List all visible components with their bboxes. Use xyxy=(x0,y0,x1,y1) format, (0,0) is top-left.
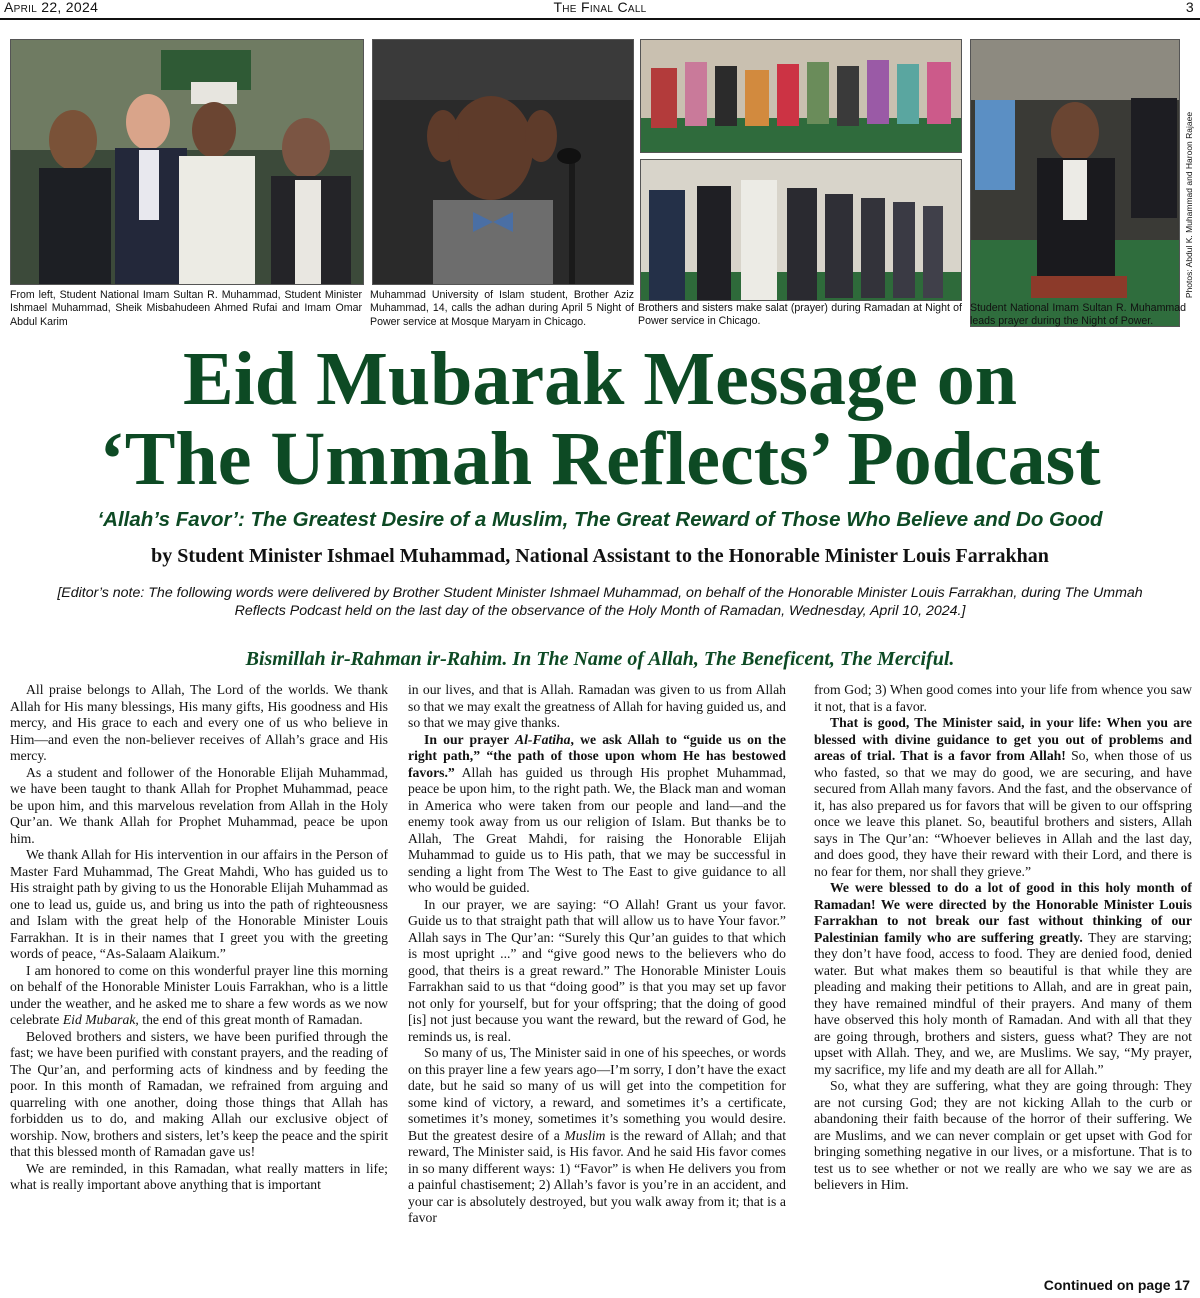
paragraph-bold-text: In our prayer xyxy=(424,731,515,747)
subheadline: ‘Allah’s Favor’: The Greatest Desire of a Muslim, The Great Reward of Those Who Believe and Do Good xyxy=(97,508,1103,531)
photo-caption-1: From left, Student National Imam Sultan R. Muhammad, Student Minister Ishmael Muhammad, Sheik Misbahudeen Ahmed Rufai and Imam Omar Abdul Karim xyxy=(10,289,362,328)
paragraph-italic: Muslim xyxy=(564,1127,606,1143)
paragraph-bold: That is good, The Minister said, in your life: When you are blessed with divine guidance to get you out of problems and areas of trial. That is a favor from Allah! xyxy=(814,715,1192,763)
headline-line-2: ‘The Ummah Reflects’ Podcast xyxy=(99,417,1101,501)
paragraph: All praise belongs to Allah, The Lord of the worlds. We thank Allah for His many blessings, His many gifts, His goodness and His mercy, and His grace to each and every one of us who believe in Him—and even the non-believer receives of Allah’s grace and His mercy. xyxy=(10,682,388,763)
paragraph: In our prayer, we are saying: “O Allah! Grant us your favor. Guide us to that straight path that will allow us to have Your favor.” Allah says in The Qur’an: “Surely this Qur’an guides to that which is most upright ...” and “give good news to the believers who do good, that theirs is a great reward.” The Honorable Minister Louis Farrakhan said to us that “doing good” is that you may set up favor not only for yourself, but for your offspring; that the doing of good [is] not just because you want the reward, but the reward of God, he reminds us, is real. xyxy=(408,896,786,1044)
paragraph: from God; 3) When good comes into your life from whence you saw it not, that is a favor. xyxy=(814,682,1192,714)
paragraph-bold-italic: Al-Fatiha xyxy=(514,731,571,747)
paragraph: in our lives, and that is Allah. Ramadan was given to us from Allah so that we may exalt the greatness of Allah for having guided us, and so that we may give thanks. xyxy=(408,682,786,730)
article-column-2 xyxy=(408,682,786,1294)
paragraph-text: is the reward of Allah; and that reward, The Minister said, is His favor. And he said His favor comes in so many different ways: 1) “Favor” is when He delivers you from a painful chastisement; 2) Allah’s favor is you’re in an accident, and your car is absolutely destroyed, but you walk away from it; that is a favor xyxy=(408,1127,786,1225)
paragraph-text: They are starving; they don’t have food, access to food. They are denied food, denied water. But what makes them so beautiful is that while they are pleading and making their petitions to Allah, and are in great pain, they have remained mindful of their prayers. And many of them have observed this holy month of Ramadan. And with all that they are going through, brothers and sisters, guess what? They are not upset with Allah. They, and we, are Muslims. We say, “My prayer, my sacrifice, my life and my death are all for Allah.” xyxy=(814,929,1192,1077)
paragraph: As a student and follower of the Honorable Elijah Muhammad, we have been taught to thank Allah for Prophet Muhammad, peace be upon him, and this marvelous revelation from Allah in the Holy Qur’an. We thank Allah for Prophet Muhammad, peace be upon him. xyxy=(10,764,388,846)
paragraph: We thank Allah for His intervention in our affairs in the Person of Master Fard Muhammad, The Great Mahdi, Who has guided us to His straight path by giving to us the Honorable Elijah Muhammad as one to lead us, guide us, and bring us into the path of righteousness and Islam with the great help of the Honorable Minister Louis Farrakhan. It is in their names that I greet you with the greeting words of peace, “As-Salaam Alaikum.” xyxy=(10,847,388,961)
paragraph-bold-text: , we ask Allah to “guide us on the right path,” “the path of those upon whom He has bestowed favors.” xyxy=(408,731,786,780)
issue-date: April 22, 2024 xyxy=(4,0,99,15)
page-number: 3 xyxy=(1185,0,1194,15)
photo-credit-text: Photos: Abdul K. Muhammad and Haroon Rajaee xyxy=(1184,111,1194,299)
paragraph: So, what they are suffering, what they are going through: They are not cursing God; they are not kicking Allah to the curb or abandoning their faith because of the horror of their suffering. We are Muslims, and we can never complain or get upset with God for bringing something negative in our lives, or a misfortune. That is to test us to see whether or not we really are who we say we are as believers in Him. xyxy=(814,1078,1192,1192)
paragraph: We are reminded, in this Ramadan, what really matters in life; what is really important above anything that is important xyxy=(10,1160,388,1192)
photo-caption-4: Student National Imam Sultan R. Muhammad leads prayer during the Night of Power. xyxy=(970,302,1186,328)
headline-line-1: Eid Mubarak Message on xyxy=(183,337,1017,421)
paragraph xyxy=(408,732,786,897)
editor-note: [Editor’s note: The following words were delivered by Brother Student Minister Ishmael Muhammad, on behalf of the Honorable Minister Louis Farrakhan, during The Ummah Reflects Podcast held on the last day of the observance of the Holy Month of Ramadan, Wednesday, April 10, 2024.] xyxy=(57,585,1143,619)
newspaper-name: The Final Call xyxy=(553,0,647,15)
photo-four-men xyxy=(10,39,364,285)
page-header xyxy=(0,0,1200,20)
photo-caption-2: Muhammad University of Islam student, Brother Aziz Muhammad, 14, calls the adhan during April 5 Night of Power service at Mosque Maryam in Chicago. xyxy=(370,289,634,328)
paragraph xyxy=(814,880,1192,1078)
continued-on-link[interactable]: Continued on page 17 xyxy=(1043,1277,1190,1293)
paragraph-text: So many of us, The Minister said in one of his speeches, or words on this prayer line a few years ago—I’m sorry, I don’t have the exact date, but he said so many of us will get into the competition for some kind of victory, a reward, and sometimes it’s a certificate, sometimes it’s money, sometimes it’s something you would desire. But the greatest desire of a xyxy=(408,1045,786,1143)
photo-caption-3: Brothers and sisters make salat (prayer) during Ramadan at Night of Power service in Chicago. xyxy=(638,302,962,328)
article-column-1 xyxy=(10,682,388,1294)
photo-imam-kneeling xyxy=(970,39,1180,327)
byline: by Student Minister Ishmael Muhammad, National Assistant to the Honorable Minister Louis Farrakhan xyxy=(151,545,1049,567)
paragraph: Beloved brothers and sisters, we have been purified through the fast; we have been purified with constant prayers, and the reading of The Qur’an, and performing acts of kindness and by feeding the poor. In this month of Ramadan, we refrained from arguing and quarreling with one another, doing those things that Allah has forbidden us to do, and making Allah our exclusive object of worship. Now, brothers and sisters, let’s keep the peace and the spirit that this blessed month of Ramadan gave us! xyxy=(10,1028,388,1159)
photo-sisters-prayer xyxy=(640,39,962,153)
bismillah-line: Bismillah ir-Rahman ir-Rahim. In The Name of Allah, The Beneficent, The Merciful. xyxy=(245,648,955,670)
paragraph-text: Allah has guided us through His prophet Muhammad, peace be upon him, to the right path. We, the Black man and woman in America who were taken from our people and land—and the enemy took away from us our religion of Islam. But thanks be to Allah, The Great Mahdi, for raising the Honorable Elijah Muhammad to guide us to His path, that we may be successful in sending a light from The West to The East to give guidance to all who would be guided. xyxy=(408,764,786,895)
photo-credit xyxy=(1180,111,1198,299)
photo-boy-adhan xyxy=(372,39,634,285)
paragraph xyxy=(10,963,388,1029)
article-column-3 xyxy=(814,682,1192,1294)
photo-brothers-prayer xyxy=(640,159,962,301)
paragraph-italic: Eid Mubarak xyxy=(62,1012,136,1027)
paragraph-text: I am honored to come on this wonderful prayer line this morning on behalf of the Honorable Minister Louis Farrakhan, who is a little under the weather, and he asked me to share a few words as we now celebrate xyxy=(10,962,388,1027)
paragraph xyxy=(408,1045,786,1227)
paragraph-bold: We were blessed to do a lot of good in this holy month of Ramadan! We were directed by the Honorable Minister Louis Farrakhan to not break our fast without thinking of our Palestinian family who are suffering greatly. xyxy=(814,880,1192,945)
paragraph-text: So, when those of us who fasted, so that we may do good, we are securing, and have secured from Allah many favors. And the fast, and the observance of it, has also prepared us for favors that will be given to our offspring once we leave this planet. So, beautiful brothers and sisters, Allah says in The Qur’an: “Whoever believes in Allah and the last day, and does good, they have their reward with their Lord, and there is no fear for them, nor shall they grieve.” xyxy=(814,748,1192,879)
paragraph xyxy=(814,715,1192,880)
paragraph-text: , the end of this great month of Ramadan. xyxy=(135,1012,363,1027)
